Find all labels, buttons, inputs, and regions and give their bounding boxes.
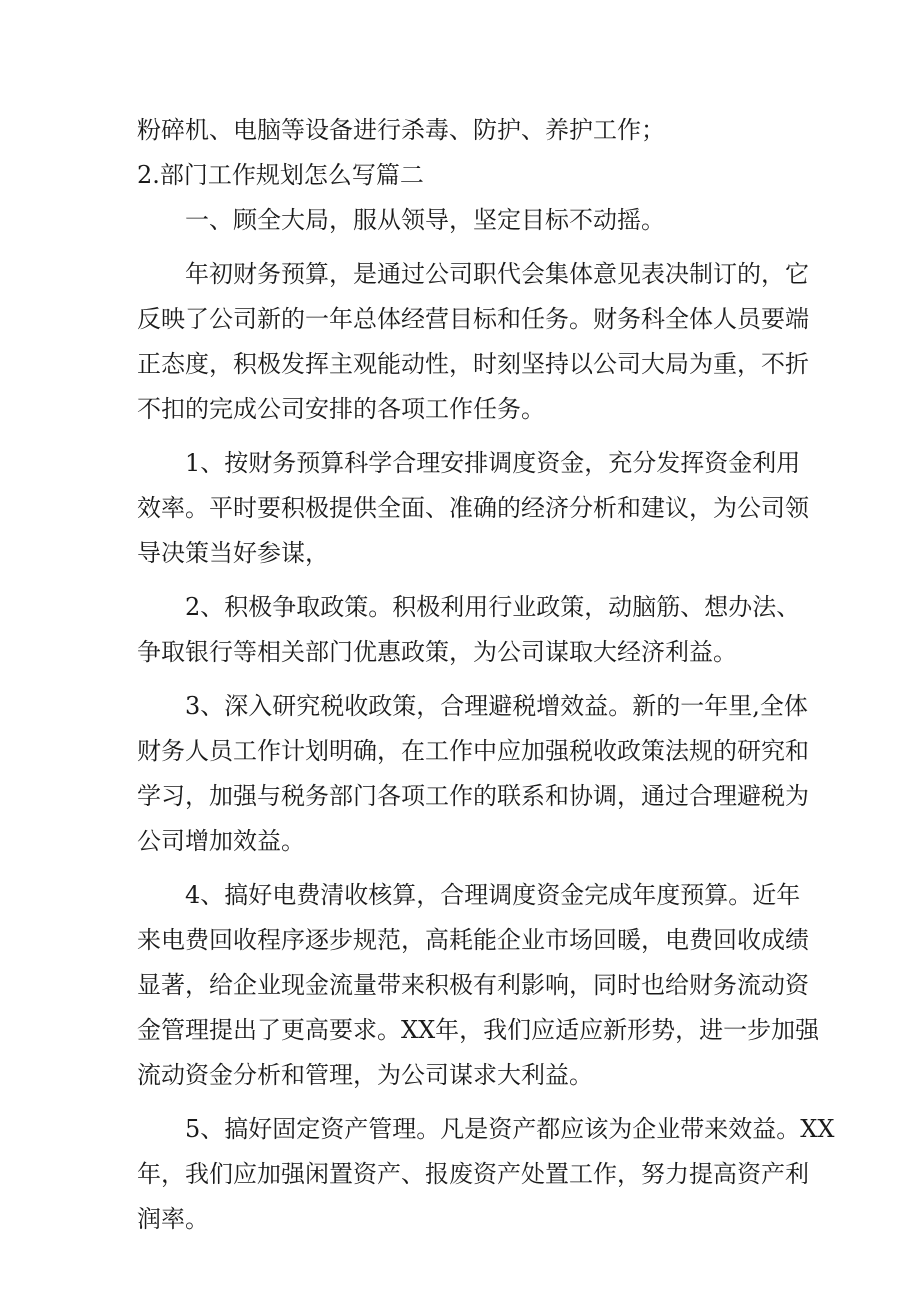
paragraph-item-5-line: 5、搞好固定资产管理。凡是资产都应该为企业带来效益。XX: [185, 1115, 835, 1143]
paragraph-item-4-line: 来电费回收程序逐步规范，高耗能企业市场回暖，电费回收成绩: [137, 926, 809, 954]
text-line-continuation: 粉碎机、电脑等设备进行杀毒、防护、养护工作；: [137, 116, 665, 144]
paragraph-item-2-line: 争取银行等相关部门优惠政策，为公司谋取大经济利益。: [137, 638, 737, 666]
paragraph-item-5-line: 润率。: [137, 1205, 209, 1233]
paragraph-item-2-line: 2、积极争取政策。积极利用行业政策，动脑筋、想办法、: [185, 593, 801, 621]
paragraph-item-1-line: 1、按财务预算科学合理安排调度资金，充分发挥资金利用: [185, 449, 801, 477]
paragraph-item-3-line: 3、深入研究税收政策，合理避税增效益。新的一年里,全体: [185, 692, 808, 720]
paragraph-item-1-line: 效率。平时要积极提供全面、准确的经济分析和建议，为公司领: [137, 494, 809, 522]
paragraph-item-3-line: 学习，加强与税务部门各项工作的联系和协调，通过合理避税为: [137, 782, 809, 810]
section-heading: 2.部门工作规划怎么写篇二: [137, 161, 424, 189]
paragraph-item-3-line: 财务人员工作计划明确，在工作中应加强税收政策法规的研究和: [137, 737, 809, 765]
paragraph-intro-line: 年初财务预算，是通过公司职代会集体意见表决制订的，它: [185, 260, 809, 288]
paragraph-item-4-line: 金管理提出了更高要求。XX年，我们应适应新形势，进一步加强: [137, 1016, 820, 1044]
paragraph-item-1-line: 导决策当好参谋，: [137, 539, 329, 567]
paragraph-item-4-line: 4、搞好电费清收核算，合理调度资金完成年度预算。近年: [185, 881, 801, 909]
paragraph-item-3-line: 公司增加效益。: [137, 827, 305, 855]
subheading: 一、顾全大局，服从领导，坚定目标不动摇。: [185, 206, 665, 234]
paragraph-intro-line: 正态度，积极发挥主观能动性，时刻坚持以公司大局为重，不折: [137, 350, 809, 378]
paragraph-item-4-line: 流动资金分析和管理，为公司谋求大利益。: [137, 1061, 593, 1089]
paragraph-intro-line: 不扣的完成公司安排的各项工作任务。: [137, 395, 545, 423]
paragraph-item-5-line: 年，我们应加强闲置资产、报废资产处置工作，努力提高资产利: [137, 1160, 809, 1188]
paragraph-intro-line: 反映了公司新的一年总体经营目标和任务。财务科全体人员要端: [137, 305, 809, 333]
paragraph-item-4-line: 显著，给企业现金流量带来积极有利影响，同时也给财务流动资: [137, 971, 809, 999]
